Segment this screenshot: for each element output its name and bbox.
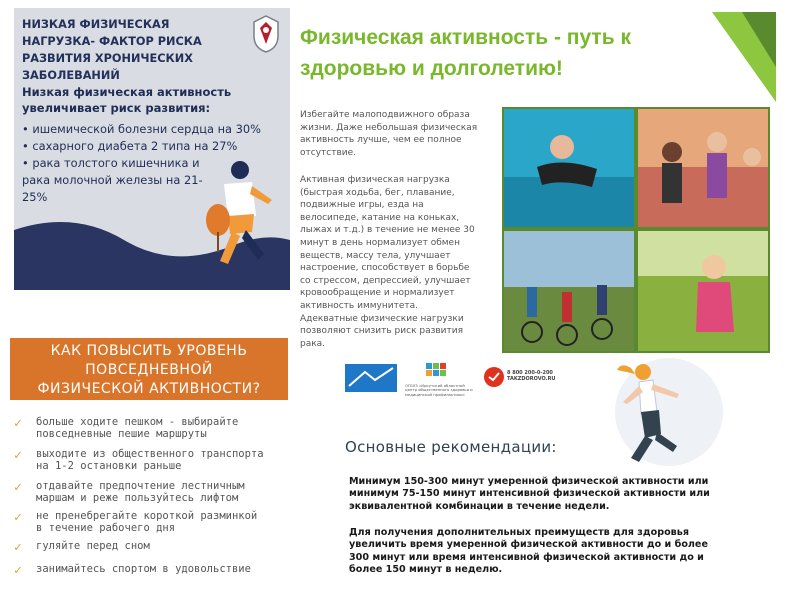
tip-line: маршам и реже пользуйтесь лифтом [36,492,239,504]
activity-title [300,22,631,84]
activity-panel [292,12,776,356]
tip-line: не пренебрегайте короткой разминкой [36,510,258,522]
activity-title-line1: Физическая активность - путь к [300,26,631,49]
tips-banner-line2: ПОВСЕДНЕВНОЙ [85,362,213,378]
tips-banner-line1: КАК ПОВЫСИТЬ УРОВЕНЬ [50,343,248,359]
activity-title-line2: здоровью и долголетию! [300,57,563,80]
national-project-logo [345,364,397,392]
tip-line: гуляйте перед сном [36,540,150,552]
check-icon: ✓ [14,510,22,525]
tips-panel [10,330,290,588]
recommendations-panel [339,400,739,590]
tree-icon [202,204,234,254]
jogging-photo [638,231,768,351]
risk-factor-panel [14,8,290,290]
tip-line: отдавайте предпочтение лестничным [36,480,245,492]
recommendations-heading: Основные рекомендации: [345,438,557,456]
recommendation-paragraph-2: Для получения дополнительных преимуществ для здоровья увеличить время умеренной физической активности до и более 300 минут или время интенсивной физической активности до и более 150 минут в неделю. [349,527,708,576]
group-exercise-photo [638,109,768,227]
cycling-photo [504,231,634,351]
check-icon: ✓ [14,480,22,495]
tips-banner [10,338,288,400]
risk-panel-title: НИЗКАЯ ФИЗИЧЕСКАЯ НАГРУЗКА- ФАКТОР РИСКА РАЗВИТИЯ ХРОНИЧЕСКИХ ЗАБОЛЕВАНИЙ [22,18,202,82]
risk-item: • сахарного диабета 2 типа на 27% [22,139,238,153]
site-link: TAKZDOROVO.RU [507,376,556,382]
risk-subtitle [22,84,231,116]
check-icon: ✓ [14,416,22,431]
org-name: ОГБУЗ «Иркутский областной центр общественного здоровья и медицинской профилактики» [405,383,473,397]
tip-line: на 1-2 остановки раньше [36,460,182,472]
risk-item: • рака толстого кишечника и рака молочной железы на 21-25% [22,156,203,204]
contact-info [507,370,556,382]
runner-illustration [601,354,731,474]
check-icon: ✓ [14,563,22,578]
tip-line: больше ходите пешком - выбирайте [36,416,239,428]
hotline-phone: 8 800 200-0-200 [507,370,553,376]
emblem-icon [250,14,282,54]
health-center-logo [425,362,447,384]
swimming-photo [504,109,634,227]
check-icon: ✓ [14,448,22,463]
risk-subtitle-line2: увеличивает риск развития: [22,101,211,115]
photo-collage [502,107,770,353]
tips-banner-line3: ФИЗИЧЕСКОЙ АКТИВНОСТИ? [37,381,261,397]
risk-subtitle-line1: Низкая физическая активность [22,85,232,99]
logos-row [345,362,605,398]
activity-paragraph-2: Активная физическая нагрузка (быстрая ходьба, бег, плавание, подвижные игры, езда на велосипеде, катание на коньках, лыжах и т.д.) в течение не менее 30 минут в день нормализует обмен веществ, массу тела, улучшает настроение, способствует в борьбе со стрессом, депрессией, улучшает кровообращение и нормализует активность иммунитета. Адекватные физические нагрузки позволяют снизить риск развития рака. [300,175,475,349]
green-corner-decoration [712,12,776,102]
tip-line: повседневные пешие маршруты [36,428,207,440]
activity-paragraph-1: Избегайте малоподвижного образа жизни. Даже небольшая физическая активность лучше, чем ее полное отсутствие. [300,110,478,158]
tip-line: выходите из общественного транспорта [36,448,264,460]
risk-item: • ишемической болезни сердца на 30% [22,122,261,136]
takzdorovo-logo [483,366,505,388]
tip-line: занимайтесь спортом в удовольствие [36,563,251,575]
check-icon: ✓ [14,540,22,555]
recommendation-paragraph-1: Минимум 150-300 минут умеренной физической активности или минимум 75-150 минут интенсивной физической активности или эквивалентной комбинации в течение недели. [349,476,710,512]
tip-line: в течение рабочего дня [36,522,176,534]
